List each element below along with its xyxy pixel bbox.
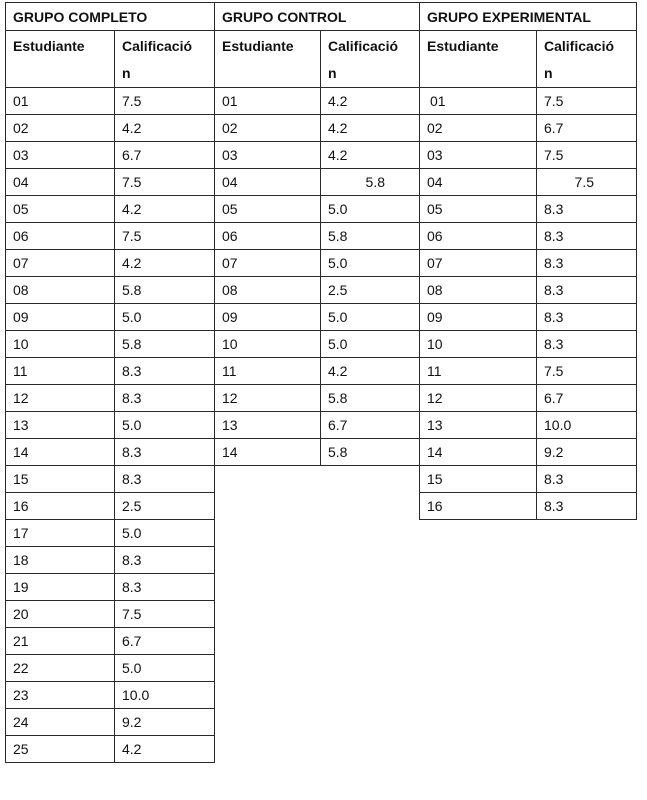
grade-control: 5.0 [321,250,420,277]
grade-completo: 4.2 [115,736,215,763]
empty-cell [420,682,637,709]
student-id-experimental: 04 [420,169,537,196]
empty-cell [215,736,420,763]
grade-completo: 7.5 [115,223,215,250]
column-header-grade-control [321,31,420,88]
column-header-grade-experimental [537,31,637,88]
student-id-completo: 08 [6,277,115,304]
table-row [6,439,637,466]
table-row [6,196,637,223]
grade-completo: 4.2 [115,196,215,223]
grade-completo: 4.2 [115,115,215,142]
grade-completo: 8.3 [115,439,215,466]
table-row [6,250,637,277]
student-id-completo: 12 [6,385,115,412]
student-id-control: 10 [215,331,321,358]
grade-control: 2.5 [321,277,420,304]
student-id-experimental: 08 [420,277,537,304]
grade-experimental: 8.3 [537,196,637,223]
table-row [6,169,637,196]
grade-control: 5.0 [321,196,420,223]
grade-control: 4.2 [321,88,420,115]
grade-experimental: 6.7 [537,385,637,412]
empty-cell [215,682,420,709]
grade-control: 5.8 [321,439,420,466]
student-id-completo: 17 [6,520,115,547]
column-header-student-control [215,31,321,88]
grade-completo: 6.7 [115,142,215,169]
grade-experimental: 8.3 [537,250,637,277]
student-id-experimental: 10 [420,331,537,358]
empty-cell [215,493,420,520]
grade-completo: 7.5 [115,169,215,196]
student-id-completo: 10 [6,331,115,358]
student-id-control: 07 [215,250,321,277]
table-row [6,223,637,250]
student-id-control: 06 [215,223,321,250]
grade-completo: 6.7 [115,628,215,655]
empty-cell [215,655,420,682]
student-id-control: 04 [215,169,321,196]
student-id-completo: 04 [6,169,115,196]
group-title-completo: GRUPO COMPLETO [6,3,215,31]
grade-completo: 8.3 [115,358,215,385]
grades-table [5,2,637,763]
table-row [6,88,637,115]
table-row [6,115,637,142]
student-id-control: 08 [215,277,321,304]
grade-completo: 2.5 [115,493,215,520]
empty-cell [215,709,420,736]
grade-control: 6.7 [321,412,420,439]
student-id-control: 05 [215,196,321,223]
student-id-experimental: 13 [420,412,537,439]
empty-cell [215,628,420,655]
student-id-completo: 02 [6,115,115,142]
table-row [6,655,637,682]
student-id-experimental: 05 [420,196,537,223]
empty-cell [215,547,420,574]
student-id-completo: 24 [6,709,115,736]
column-header-label: Estudiante [222,38,294,54]
table-row [6,358,637,385]
table-row [6,142,637,169]
table-row [6,628,637,655]
student-id-experimental: 07 [420,250,537,277]
grade-completo: 7.5 [115,601,215,628]
empty-cell [420,709,637,736]
grade-experimental: 7.5 [537,169,637,196]
table-row [6,736,637,763]
student-id-completo: 09 [6,304,115,331]
grade-completo: 7.5 [115,88,215,115]
grade-completo: 8.3 [115,547,215,574]
group-header-row [6,3,637,31]
student-id-completo: 25 [6,736,115,763]
grade-completo: 5.8 [115,331,215,358]
grade-completo: 9.2 [115,709,215,736]
grade-completo: 5.0 [115,304,215,331]
grade-completo: 8.3 [115,574,215,601]
grade-experimental: 9.2 [537,439,637,466]
grade-completo: 10.0 [115,682,215,709]
grade-control: 4.2 [321,358,420,385]
student-id-completo: 05 [6,196,115,223]
column-header-student-completo [6,31,115,88]
grade-completo: 5.0 [115,520,215,547]
table-row [6,304,637,331]
grades-table-body [6,3,637,763]
empty-cell [215,466,420,493]
table-row [6,277,637,304]
grade-control: 5.8 [321,169,420,196]
table-row [6,547,637,574]
grade-experimental: 8.3 [537,304,637,331]
grade-experimental: 8.3 [537,331,637,358]
grade-completo: 5.0 [115,655,215,682]
student-id-control: 01 [215,88,321,115]
grade-completo: 8.3 [115,466,215,493]
grade-experimental: 10.0 [537,412,637,439]
column-header-label-wrap: n [328,65,337,81]
group-title-experimental: GRUPO EXPERIMENTAL [420,3,637,31]
empty-cell [420,574,637,601]
student-id-completo: 22 [6,655,115,682]
student-id-experimental: 01 [420,88,537,115]
student-id-completo: 07 [6,250,115,277]
table-row [6,466,637,493]
grade-experimental: 7.5 [537,88,637,115]
grade-control: 4.2 [321,142,420,169]
student-id-completo: 01 [6,88,115,115]
student-id-completo: 06 [6,223,115,250]
column-header-label: Calificació [328,38,399,54]
grade-control: 4.2 [321,115,420,142]
student-id-completo: 23 [6,682,115,709]
table-row [6,682,637,709]
student-id-experimental: 16 [420,493,537,520]
empty-cell [420,547,637,574]
student-id-control: 12 [215,385,321,412]
empty-cell [420,601,637,628]
table-row [6,385,637,412]
grade-experimental: 6.7 [537,115,637,142]
table-row [6,574,637,601]
student-id-control: 09 [215,304,321,331]
grade-experimental: 7.5 [537,358,637,385]
column-header-label-wrap: n [122,65,131,81]
student-id-experimental: 03 [420,142,537,169]
table-row [6,493,637,520]
column-header-label: Estudiante [427,38,499,54]
student-id-control: 11 [215,358,321,385]
grade-experimental: 7.5 [537,142,637,169]
table-row [6,601,637,628]
grade-completo: 5.0 [115,412,215,439]
table-row [6,412,637,439]
grade-experimental: 8.3 [537,493,637,520]
empty-cell [420,520,637,547]
student-id-completo: 19 [6,574,115,601]
column-header-label: Calificació [544,38,615,54]
column-header-label: Calificació [122,38,193,54]
student-id-completo: 20 [6,601,115,628]
student-id-control: 14 [215,439,321,466]
empty-cell [215,601,420,628]
empty-cell [215,574,420,601]
student-id-completo: 13 [6,412,115,439]
student-id-completo: 11 [6,358,115,385]
empty-cell [420,736,637,763]
grade-control: 5.8 [321,223,420,250]
student-id-completo: 18 [6,547,115,574]
student-id-experimental: 02 [420,115,537,142]
student-id-experimental: 06 [420,223,537,250]
student-id-control: 02 [215,115,321,142]
student-id-completo: 15 [6,466,115,493]
grade-completo: 5.8 [115,277,215,304]
student-id-experimental: 14 [420,439,537,466]
empty-cell [215,520,420,547]
student-id-completo: 03 [6,142,115,169]
table-row [6,709,637,736]
student-id-experimental: 12 [420,385,537,412]
empty-cell [420,628,637,655]
table-row [6,520,637,547]
column-header-label-wrap: n [544,65,553,81]
grade-experimental: 8.3 [537,277,637,304]
column-header-row [6,31,637,88]
student-id-experimental: 11 [420,358,537,385]
table-row [6,331,637,358]
student-id-experimental: 15 [420,466,537,493]
grade-control: 5.0 [321,304,420,331]
student-id-completo: 21 [6,628,115,655]
student-id-completo: 14 [6,439,115,466]
grade-experimental: 8.3 [537,223,637,250]
empty-cell [420,655,637,682]
column-header-student-experimental [420,31,537,88]
grade-experimental: 8.3 [537,466,637,493]
student-id-control: 03 [215,142,321,169]
student-id-completo: 16 [6,493,115,520]
grade-completo: 8.3 [115,385,215,412]
grade-completo: 4.2 [115,250,215,277]
grade-control: 5.8 [321,385,420,412]
student-id-experimental: 09 [420,304,537,331]
student-id-control: 13 [215,412,321,439]
column-header-label: Estudiante [13,38,85,54]
group-title-control: GRUPO CONTROL [215,3,420,31]
grade-control: 5.0 [321,331,420,358]
column-header-grade-completo [115,31,215,88]
